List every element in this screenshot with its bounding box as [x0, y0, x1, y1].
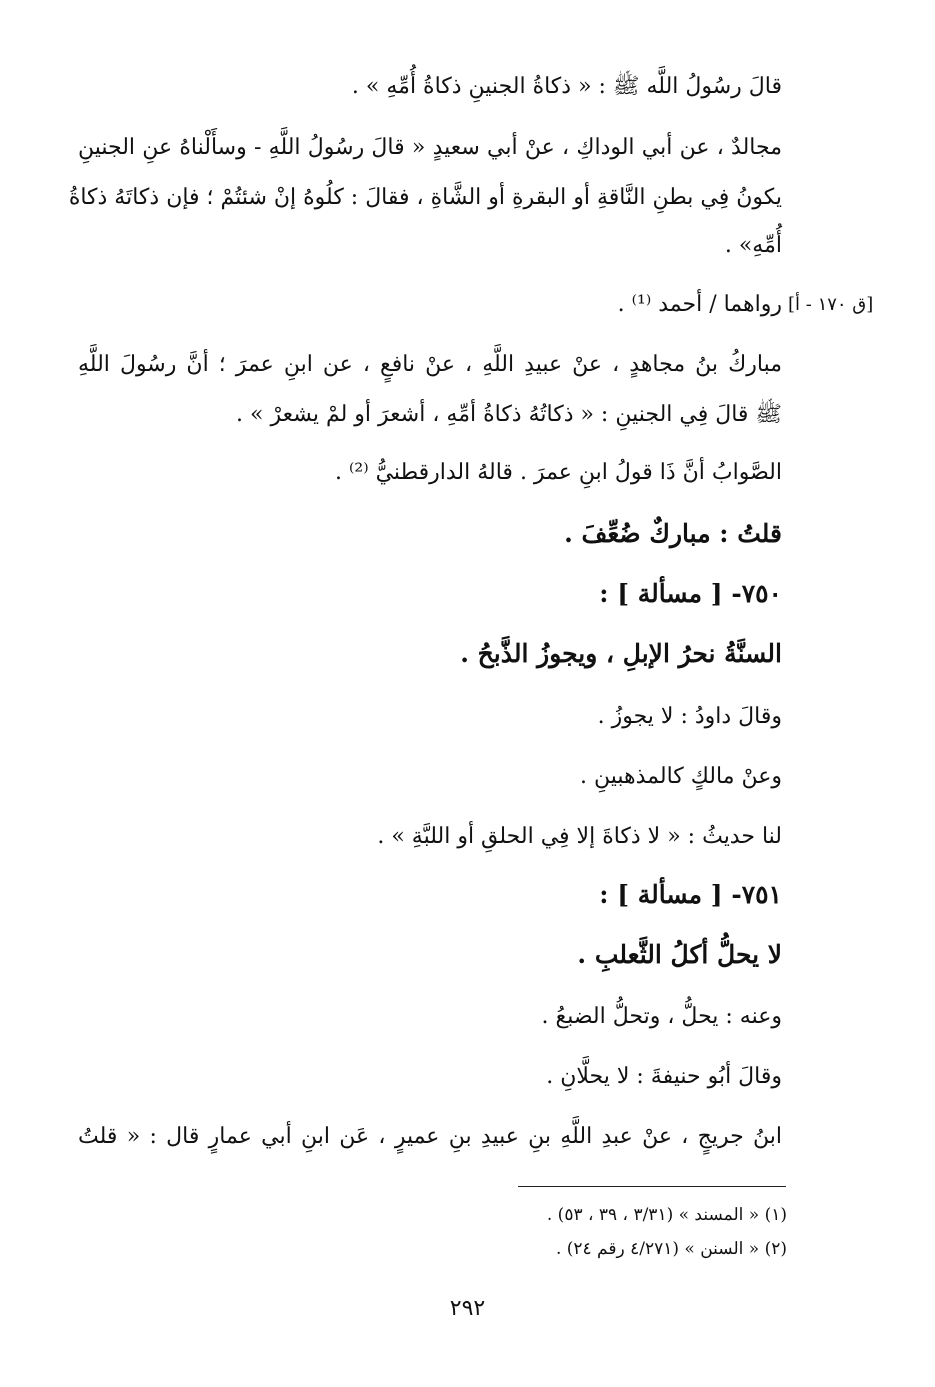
footnote-1: (١) « المسند » (٣/٣١ ، ٣٩ ، ٥٣) . [546, 1205, 787, 1225]
text-line: لنا حديثُ : « لا ذكاةَ إلا فِي الحلقِ أو اللبَّةِ » . [377, 824, 782, 849]
text-line: وقالَ داودُ : لا يجوزُ . [597, 704, 782, 729]
text-line: مجالدٌ ، عن أبي الوداكِ ، عنْ أبي سعيدٍ « قالَ رسُولُ اللَّهِ - وسأَلْناهُ عنِ الجنينِ [78, 135, 782, 160]
footnote-divider [518, 1186, 786, 1187]
issue-ruling-751: لا يحلُّ أكلُ الثَّعلبِ . [577, 940, 782, 969]
manuscript-folio-note: [ق ١٧٠ - أ] [788, 294, 874, 315]
text-line: مباركُ بنُ مجاهدٍ ، عنْ عبيدِ اللَّهِ ، عنْ نافعٍ ، عن ابنِ عمرَ ؛ أنَّ رسُولَ اللَّهِ [78, 352, 782, 377]
remark-heading: قلتُ : مباركٌ ضُعِّفَ . [564, 519, 782, 548]
text-line: أُمِّهِ» . [724, 233, 782, 258]
footnote-2: (٢) « السنن » (٤/٢٧١ رقم ٢٤) . [555, 1239, 787, 1259]
text-line: الصَّوابُ أنَّ ذَا قولُ ابنِ عمرَ . قالهُ الدارقطنيُّ ⁽²⁾ . [334, 460, 782, 485]
text-line: وقالَ أبُو حنيفةَ : لا يحلَّانِ . [546, 1064, 782, 1089]
text-line: وعنه : يحلُّ ، وتحلُّ الضبعُ . [541, 1004, 782, 1029]
text-line: يكونُ فِي بطنِ النَّاقةِ أو البقرةِ أو الشَّاةِ ، فقالَ : كلُوهُ إنْ شئتُمْ ؛ فإن ذكاتَهُ ذكاةُ [68, 185, 782, 210]
text-line: رواهما / أحمد ⁽¹⁾ . [617, 292, 782, 317]
text-line: وعنْ مالكٍ كالمذهبينِ . [580, 764, 782, 789]
issue-heading-750: ٧٥٠- [ مسألة ] : [599, 579, 782, 608]
issue-ruling-750: السنَّةُ نحرُ الإبلِ ، ويجوزُ الذَّبحُ . [460, 639, 782, 668]
text-line: ﷺ قالَ فِي الجنينِ : « ذكاتُهُ ذكاةُ أمِّهِ ، أشعرَ أو لمْ يشعرْ » . [236, 402, 782, 427]
page-number: ٢٩٢ [449, 1296, 486, 1321]
text-line: ابنُ جريجٍ ، عنْ عبدِ اللَّهِ بنِ عبيدِ بنِ عميرٍ ، عَن ابنِ أبي عمارٍ قال : « قلتُ [78, 1124, 782, 1149]
text-line: قالَ رسُولُ اللَّه ﷺ : « ذكاةُ الجنينِ ذكاةُ أُمِّهِ » . [351, 74, 782, 99]
issue-heading-751: ٧٥١- [ مسألة ] : [599, 880, 782, 909]
